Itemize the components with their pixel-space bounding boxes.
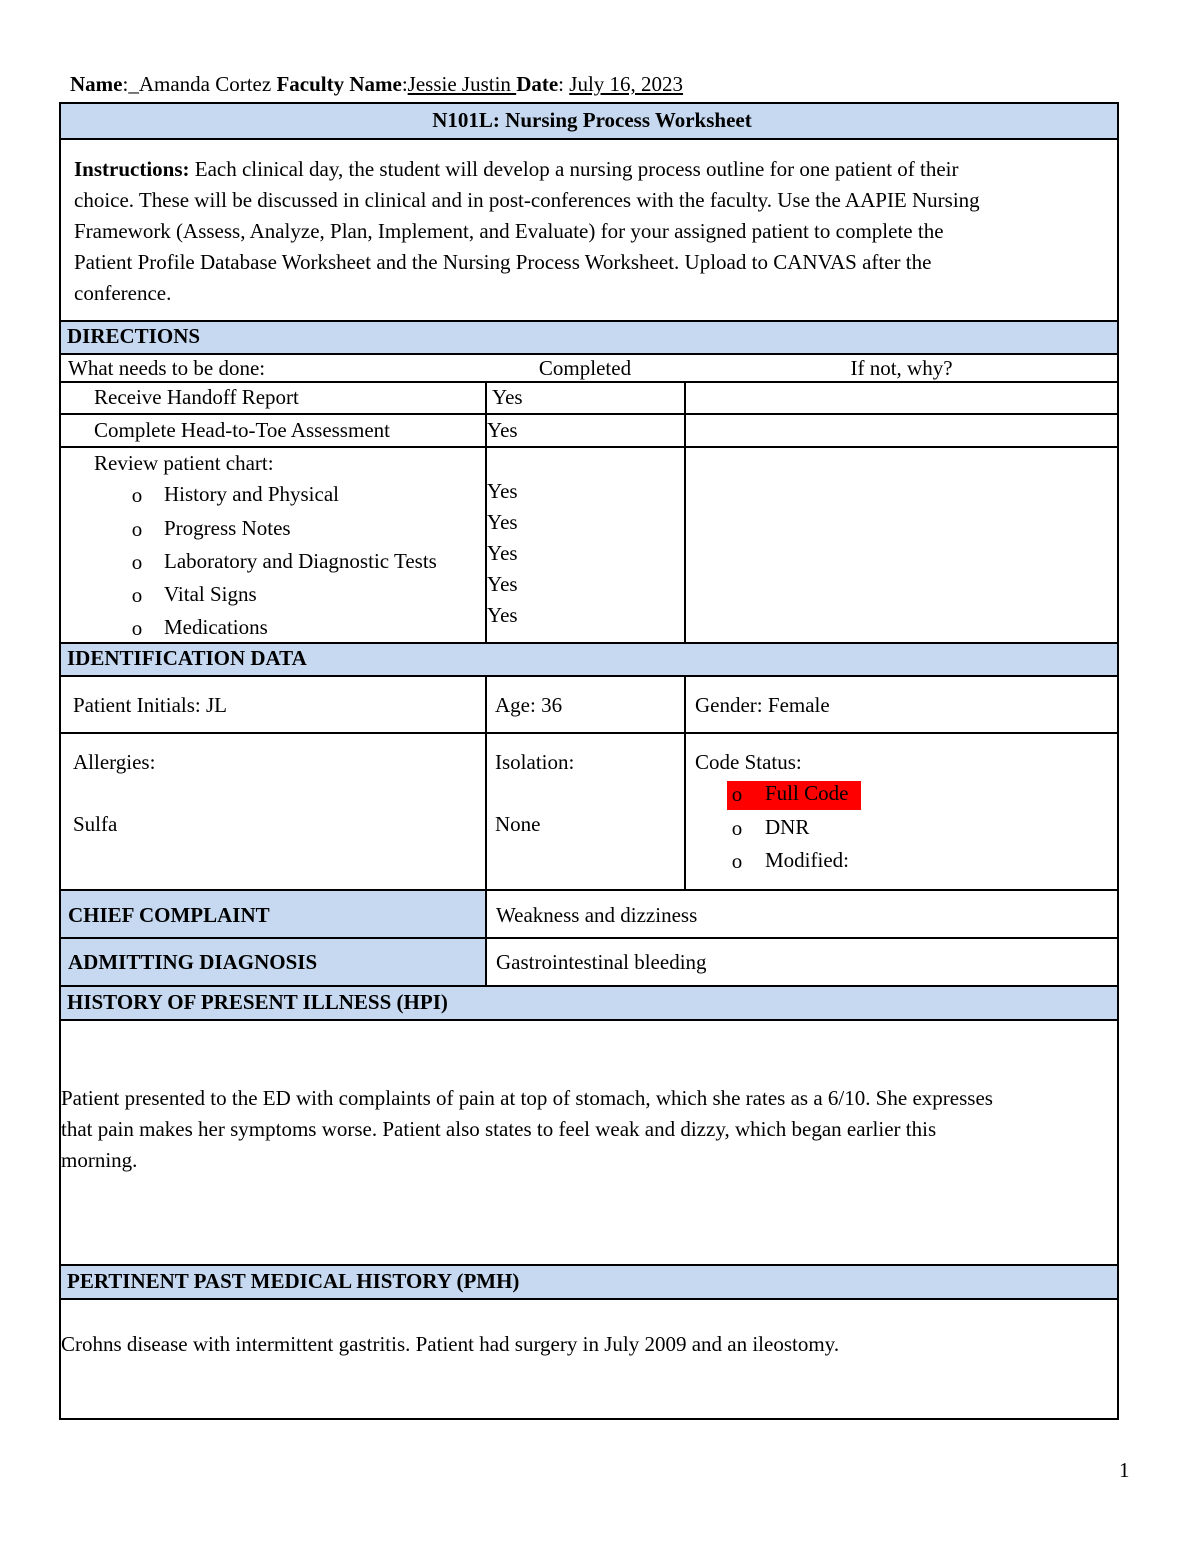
identification-heading: IDENTIFICATION DATA xyxy=(67,646,307,670)
review-label: Review patient chart: xyxy=(94,451,274,475)
bullet-icon: o xyxy=(131,616,143,640)
code-option-modified: Modified: xyxy=(765,848,849,872)
title-row xyxy=(61,104,1117,138)
code-option-dnr: DNR xyxy=(765,815,810,839)
review-item-completed: Yes xyxy=(487,479,518,503)
chief-complaint-label: CHIEF COMPLAINT xyxy=(68,903,270,927)
instructions-line-2: choice. These will be discussed in clinical and in post-conferences with the faculty. Use the AAPIE Nursing xyxy=(74,188,980,212)
hpi-heading: HISTORY OF PRESENT ILLNESS (HPI) xyxy=(67,990,448,1014)
instructions-text-1: Each clinical day, the student will develop a nursing process outline for one patient of their xyxy=(189,157,959,181)
instructions-line-4: Patient Profile Database Worksheet and the Nursing Process Worksheet. Upload to CANVAS after the xyxy=(74,250,932,274)
directions-heading-row xyxy=(61,320,1117,353)
review-item-label: Progress Notes xyxy=(164,516,291,540)
faculty-value: Jessie Justin xyxy=(407,72,517,96)
pmh-body xyxy=(61,1298,1117,1418)
bullet-icon: o xyxy=(131,517,143,541)
bullet-icon: o xyxy=(131,583,143,607)
review-chart-row xyxy=(61,446,1117,642)
date-label: Date xyxy=(516,72,559,96)
review-item-completed: Yes xyxy=(487,541,518,565)
admitting-diagnosis-value: Gastrointestinal bleeding xyxy=(496,950,707,974)
date-value: July 16, 2023 xyxy=(569,72,684,96)
identification-row-2 xyxy=(61,732,1117,889)
instructions-line-5: conference. xyxy=(74,281,172,305)
pmh-heading: PERTINENT PAST MEDICAL HISTORY (PMH) xyxy=(67,1269,520,1293)
review-item-label: Medications xyxy=(164,615,268,639)
allergies-value: Sulfa xyxy=(73,812,118,836)
admitting-diagnosis-label: ADMITTING DIAGNOSIS xyxy=(68,950,318,974)
bullet-icon: o xyxy=(731,782,743,806)
code-status-label: Code Status: xyxy=(695,750,802,774)
faculty-sep: : xyxy=(401,72,408,96)
review-item-label: Laboratory and Diagnostic Tests xyxy=(164,549,437,573)
patient-gender: Gender: Female xyxy=(695,693,830,717)
directions-column-header xyxy=(61,353,1117,381)
bullet-icon: o xyxy=(731,816,743,840)
chief-complaint-value: Weakness and dizziness xyxy=(496,903,698,927)
task-label: Receive Handoff Report xyxy=(94,385,299,409)
hpi-line-2: that pain makes her symptoms worse. Patient also states to feel weak and dizzy, which began earlier this xyxy=(61,1117,937,1141)
col-task-header: What needs to be done: xyxy=(68,356,266,380)
pmh-text: Crohns disease with intermittent gastritis. Patient had surgery in July 2009 and an ileostomy. xyxy=(61,1332,840,1356)
date-sep: : xyxy=(558,72,570,96)
task-completed: Yes xyxy=(492,385,523,409)
task-label: Complete Head-to-Toe Assessment xyxy=(94,418,390,442)
hpi-line-3: morning. xyxy=(61,1148,138,1172)
name-label: Name xyxy=(70,72,123,96)
col-completed-header: Completed xyxy=(538,356,632,380)
worksheet-title: N101L: Nursing Process Worksheet xyxy=(432,108,752,132)
patient-initials: Patient Initials: JL xyxy=(73,693,227,717)
name-value: :_Amanda Cortez xyxy=(122,72,272,96)
patient-age: Age: 36 xyxy=(495,693,563,717)
code-option-full-code: Full Code xyxy=(765,781,849,805)
identification-heading-row xyxy=(61,642,1117,675)
hpi-body xyxy=(61,1019,1117,1264)
isolation-value: None xyxy=(495,812,541,836)
instructions-block xyxy=(61,138,1117,320)
review-item-label: History and Physical xyxy=(164,482,339,506)
task-row xyxy=(61,381,1117,413)
directions-heading: DIRECTIONS xyxy=(67,324,201,348)
worksheet-table xyxy=(59,102,1119,1420)
page-number: 1 xyxy=(1119,1458,1130,1482)
allergies-label: Allergies: xyxy=(73,750,156,774)
identification-row xyxy=(61,675,1117,732)
header-line xyxy=(70,72,683,97)
bullet-icon: o xyxy=(131,483,143,507)
isolation-label: Isolation: xyxy=(495,750,575,774)
instructions-label: Instructions: xyxy=(74,157,190,181)
admitting-diagnosis-row xyxy=(61,937,1117,985)
review-item-completed: Yes xyxy=(487,603,518,627)
pmh-heading-row xyxy=(61,1264,1117,1298)
review-item-completed: Yes xyxy=(487,572,518,596)
chief-complaint-row xyxy=(61,889,1117,937)
review-item-completed: Yes xyxy=(487,510,518,534)
task-completed: Yes xyxy=(487,418,518,442)
review-item-label: Vital Signs xyxy=(164,582,257,606)
task-row xyxy=(61,413,1117,446)
instructions-line-1 xyxy=(74,154,1114,185)
bullet-icon: o xyxy=(131,550,143,574)
hpi-heading-row xyxy=(61,985,1117,1019)
faculty-label: Faculty Name xyxy=(276,72,402,96)
bullet-icon: o xyxy=(731,849,743,873)
hpi-line-1: Patient presented to the ED with complaints of pain at top of stomach, which she rates as a 6/10. She expresses xyxy=(61,1086,993,1110)
col-reason-header: If not, why? xyxy=(850,356,953,380)
instructions-line-3: Framework (Assess, Analyze, Plan, Implement, and Evaluate) for your assigned patient to complete the xyxy=(74,219,944,243)
